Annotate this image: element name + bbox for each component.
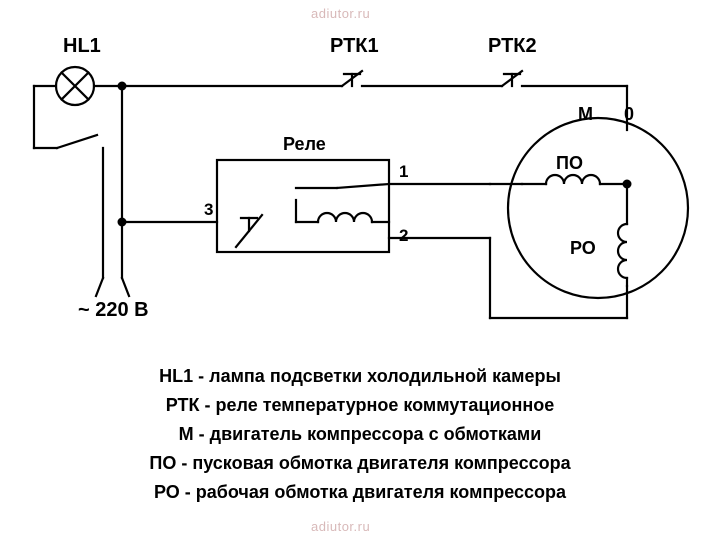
watermark-bottom: adiutor.ru [311,519,371,534]
po-winding [546,175,600,184]
label-terminal-1: 1 [399,162,409,181]
label-terminal-2: 2 [399,226,409,245]
label-terminal-3: 3 [204,200,214,219]
legend-dash: - [176,453,193,473]
supply-lead-left [96,278,103,296]
legend-text: реле температурное коммутационное [215,395,555,415]
legend-key: РО [153,482,180,502]
legend-text: рабочая обмотка двигателя компрессора [195,482,567,502]
legend-item [0,391,720,420]
legend-dash: - [199,395,216,415]
legend-item [0,420,720,449]
label-winding-ro: РО [570,238,596,258]
legend-item [0,478,720,507]
label-motor: М [578,104,593,124]
legend-text: лампа подсветки холодильной камеры [209,366,561,386]
motor-symbol [508,118,688,298]
label-ptk2: РТК2 [488,35,537,57]
relay-coil [318,213,372,222]
legend-dash: - [193,366,210,386]
legend-key: ПО [149,453,177,473]
supply-lead-right [122,278,129,296]
legend-text: двигатель компрессора с обмотками [209,424,542,444]
legend-text: пусковая обмотка двигателя компрессора [192,453,571,473]
legend-key: HL1 [159,366,194,386]
junction-dot-motor [623,180,632,189]
watermark-top: adiutor.ru [311,6,371,21]
legend-key: М [178,424,194,444]
legend-key: РТК [165,395,200,415]
junction-dot-top [118,82,127,91]
ro-winding [618,224,627,278]
legend-item [0,449,720,478]
junction-dot-relay [118,218,127,227]
label-supply: ~ 220 В [78,299,149,321]
label-relay-box: Реле [283,134,326,154]
label-motor-zero: 0 [624,104,635,124]
door-switch-blade [57,135,97,148]
legend-dash: - [179,482,196,502]
label-ptk1: РТК1 [330,35,379,57]
legend-item [0,362,720,391]
legend [0,362,720,507]
relay-armature-blade [337,184,389,188]
label-winding-po: ПО [556,153,583,173]
label-hl1: HL1 [63,35,101,57]
legend-dash: - [193,424,210,444]
